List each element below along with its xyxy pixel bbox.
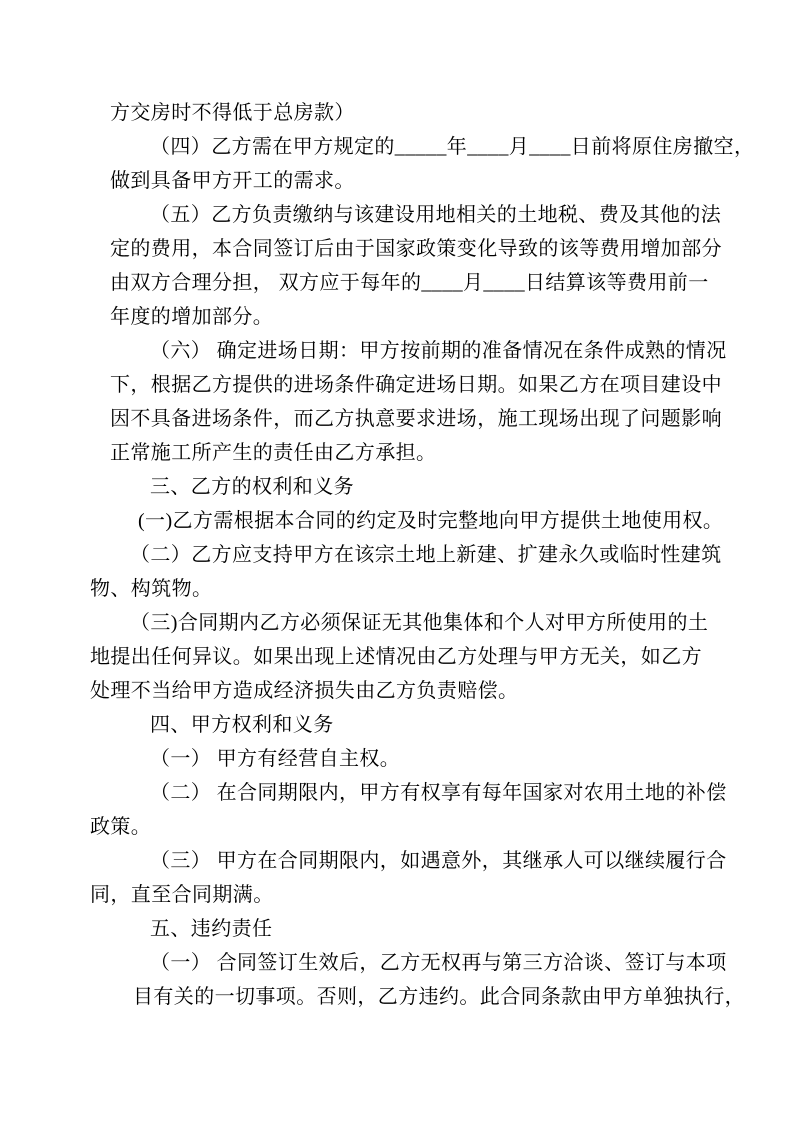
text-line: 正常施工所产生的责任由乙方承担。 xyxy=(110,442,437,464)
text-line: 五、违约责任 xyxy=(150,918,273,940)
text-line: （五）乙方负责缴纳与该建设用地相关的土地税、费及其他的法 xyxy=(150,204,722,226)
text-line: 因不具备进场条件，而乙方执意要求进场，施工现场出现了问题影响 xyxy=(110,408,722,430)
text-line: 地提出任何异议。如果出现上述情况由乙方处理与甲方无关，如乙方 xyxy=(90,646,702,668)
text-line: 三、乙方的权利和义务 xyxy=(150,476,354,498)
document-content xyxy=(0,96,794,1014)
text-line: （一） 合同签订生效后，乙方无权再与第三方洽谈、签订与本项 xyxy=(150,952,727,974)
text-line: （二） 在合同期限内，甲方有权享有每年国家对农用土地的补偿 xyxy=(150,782,727,804)
text-line: （三） 甲方在合同期限内，如遇意外，其继承人可以继续履行合 xyxy=(150,850,727,872)
text-line: (一)乙方需根据本合同的约定及时完整地向甲方提供土地使用权。 xyxy=(138,510,724,532)
text-line: 同，直至合同期满。 xyxy=(90,884,274,906)
text-line: 下，根据乙方提供的进场条件确定进场日期。如果乙方在项目建设中 xyxy=(110,374,722,396)
text-line: （四）乙方需在甲方规定的_____年____月____日前将原住房撤空， xyxy=(150,136,755,158)
text-line: 做到具备甲方开工的需求。 xyxy=(110,170,355,192)
text-line: 定的费用，本合同签订后由于国家政策变化导致的该等费用增加部分 xyxy=(110,238,722,260)
text-line: （三)合同期内乙方必须保证无其他集体和个人对甲方所使用的土 xyxy=(130,612,709,634)
text-line: 处理不当给甲方造成经济损失由乙方负责赔偿。 xyxy=(90,680,519,702)
text-line: （二）乙方应支持甲方在该宗土地上新建、扩建永久或临时性建筑 xyxy=(130,544,722,566)
text-line: （六） 确定进场日期：甲方按前期的准备情况在条件成熟的情况 xyxy=(150,340,727,362)
text-line: 由双方合理分担， 双方应于每年的____月____日结算该等费用前一 xyxy=(110,272,709,294)
text-line: 物、构筑物。 xyxy=(90,578,213,600)
text-line: 四、甲方权利和义务 xyxy=(150,714,334,736)
text-line: 政策。 xyxy=(90,816,152,838)
text-line: 年度的增加部分。 xyxy=(110,306,274,328)
text-line: 方交房时不得低于总房款） xyxy=(110,102,355,124)
text-line: （一） 甲方有经营自主权。 xyxy=(150,748,401,770)
text-line: 目有关的一切事项。否则，乙方违约。此合同条款由甲方单独执行， xyxy=(133,986,745,1008)
